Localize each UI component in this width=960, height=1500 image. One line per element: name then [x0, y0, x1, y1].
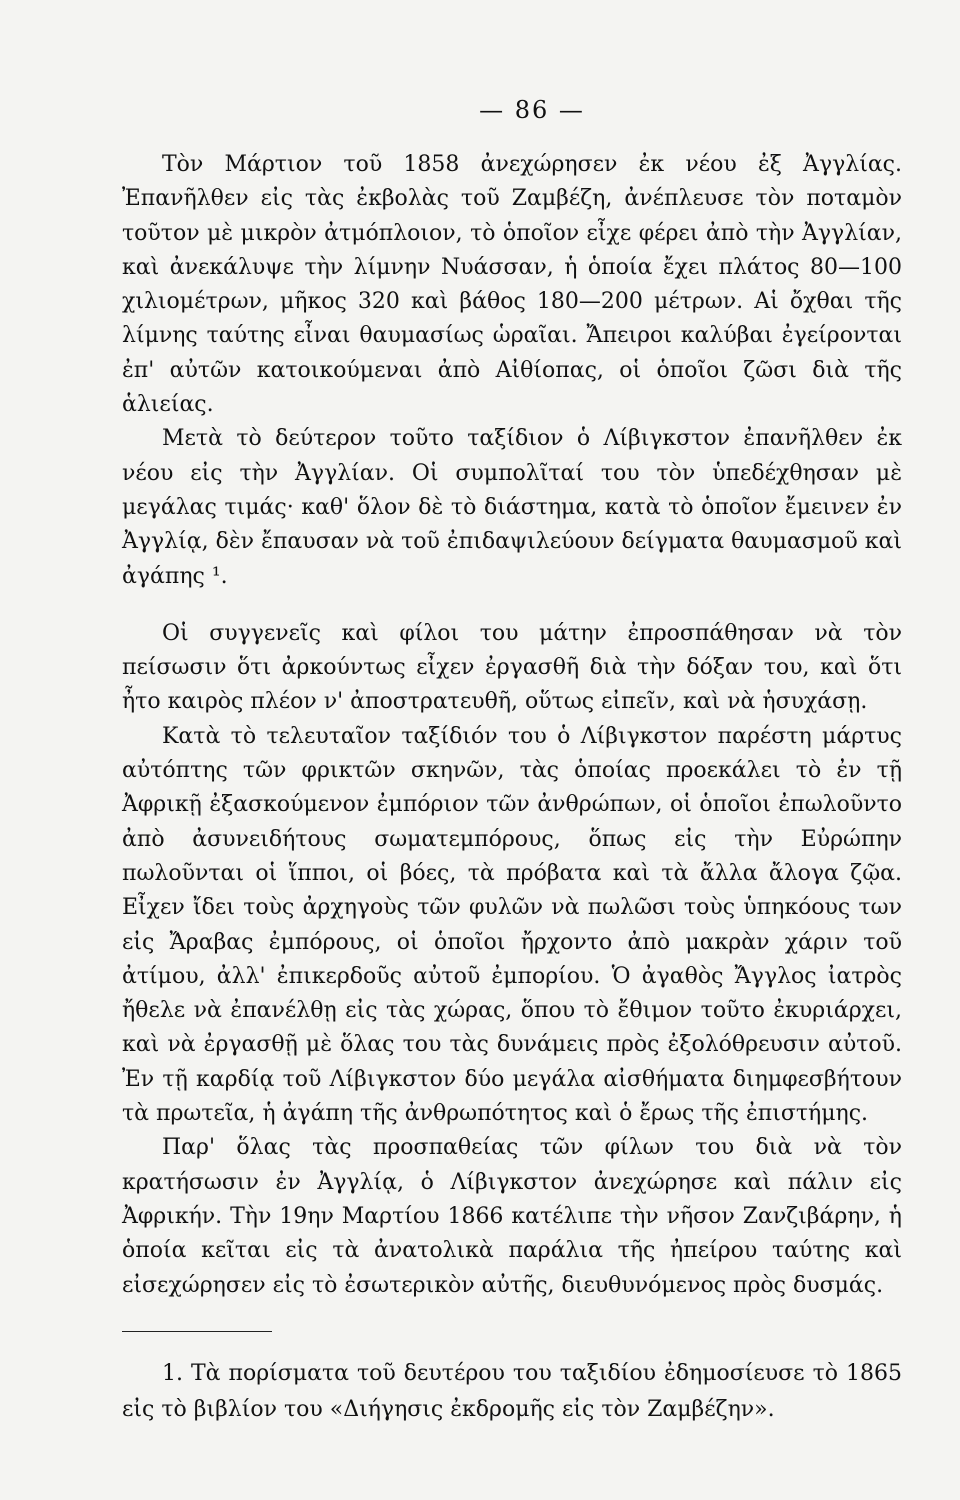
footnote: [122, 1356, 902, 1428]
paragraph: Οἱ συγγενεῖς καὶ φίλοι του μάτην ἐπροσπάθησαν νὰ τὸν πείσωσιν ὅτι ἀρκούντως εἶχεν ἐργασθῆ διὰ τὴν δόξαν του, καὶ ὅτι ἦτο καιρὸς πλέον ν' ἀποστρατευθῆ, οὕτως εἰπεῖν, καὶ νὰ ἡσυχάσῃ.: [122, 620, 902, 715]
paragraph: Μετὰ τὸ δεύτερον τοῦτο ταξίδιον ὁ Λίβιγκστον ἐπανῆλθεν ἐκ νέου εἰς τὴν Ἀγγλίαν. Οἱ συμπολῖταί του τὸν ὑπεδέχθησαν μὲ μεγάλας τιμάς· καθ' ὅλον δὲ τὸ διάστημα, κατὰ τὸ ὁποῖον ἔμεινεν ἐν Ἀγγλίᾳ, δὲν ἔπαυσαν νὰ τοῦ ἐπιδαψιλεύουν δείγματα θαυμασμοῦ καὶ ἀγάπης ¹.: [122, 426, 902, 589]
body-text: [122, 148, 902, 1303]
paragraph: Τὸν Μάρτιον τοῦ 1858 ἀνεχώρησεν ἐκ νέου ἐξ Ἀγγλίας. Ἐπανῆλθεν εἰς τὰς ἐκβολὰς τοῦ Ζαμβέζη, ἀνέπλευσε τὸν ποταμὸν τοῦτον μὲ μικρὸν ἀτμόπλοιον, τὸ ὁποῖον εἶχε φέρει ἀπὸ τὴν Ἀγγλίαν, καὶ ἀνεκάλυψε τὴν λίμνην Νυάσσαν, ἡ ὁποία ἔχει πλάτος 80—100 χιλιομέτρων, μῆκος 320 καὶ βάθος 180—200 μέτρων. Αἱ ὄχθαι τῆς λίμνης ταύτης εἶναι θαυμασίως ὡραῖαι. Ἄπειροι καλύβαι ἐγείρονται ἐπ' αὐτῶν κατοικούμεναι ἀπὸ Αἰθίοπας, οἱ ὁποῖοι ζῶσι διὰ τῆς ἁλιείας.: [122, 152, 902, 418]
page-number: — 86 —: [479, 96, 585, 124]
footnote-text: 1. Τὰ πορίσματα τοῦ δευτέρου του ταξιδίου ἐδημοσίευσε τὸ 1865 εἰς τὸ βιβλίον του «Διήγησις ἐκδρομῆς εἰς τὸν Ζαμβέζην».: [122, 1360, 902, 1422]
paragraph: Κατὰ τὸ τελευταῖον ταξίδιόν του ὁ Λίβιγκστον παρέστη μάρτυς αὐτόπτης τῶν φρικτῶν σκηνῶν, τὰς ὁποίας προεκάλει τὸ ἐν τῇ Ἀφρικῇ ἐξασκούμενον ἐμπόριον τῶν ἀνθρώπων, οἱ ὁποῖοι ἐπωλοῦντο ἀπὸ ἀσυνειδήτους σωματεμπόρους, ὅπως εἰς τὴν Εὐρώπην πωλοῦνται οἱ ἵπποι, οἱ βόες, τὰ πρόβατα καὶ τὰ ἄλλα ἄλογα ζῷα. Εἶχεν ἴδει τοὺς ἀρχηγοὺς τῶν φυλῶν νὰ πωλῶσι τοὺς ὑπηκόους των εἰς Ἄραβας ἐμπόρους, οἱ ὁποῖοι ἤρχοντο ἀπὸ μακρὰν χάριν τοῦ ἀτίμου, ἀλλ' ἐπικερδοῦς αὐτοῦ ἐμπορίου. Ὁ ἀγαθὸς Ἄγγλος ἰατρὸς ἤθελε νὰ ἐπανέλθῃ εἰς τὰς χώρας, ὅπου τὸ ἔθιμον τοῦτο ἐκυριάρχει, καὶ νὰ ἐργασθῇ μὲ ὅλας του τὰς δυνάμεις πρὸς ἐξολόθρευσιν αὐτοῦ. Ἐν τῇ καρδίᾳ τοῦ Λίβιγκστον δύο μεγάλα αἰσθήματα διημφεσβήτουν τὰ πρωτεῖα, ἡ ἀγάπη τῆς ἀνθρωπότητος καὶ ὁ ἔρως τῆς ἐπιστήμης.: [122, 723, 902, 1127]
footnote-divider: [122, 1331, 272, 1332]
paragraph: Παρ' ὅλας τὰς προσπαθείας τῶν φίλων του διὰ νὰ τὸν κρατήσωσιν ἐν Ἀγγλίᾳ, ὁ Λίβιγκστον ἀνεχώρησε καὶ πάλιν εἰς Ἀφρικήν. Τὴν 19ην Μαρτίου 1866 κατέλιπε τὴν νῆσον Ζανζιβάρην, ἡ ὁποία κεῖται εἰς τὰ ἀνατολικὰ παράλια τῆς ἠπείρου ταύτης καὶ εἰσεχώρησεν εἰς τὸ ἐσωτερικὸν αὐτῆς, διευθυνόμενος πρὸς δυσμάς.: [122, 1135, 902, 1298]
